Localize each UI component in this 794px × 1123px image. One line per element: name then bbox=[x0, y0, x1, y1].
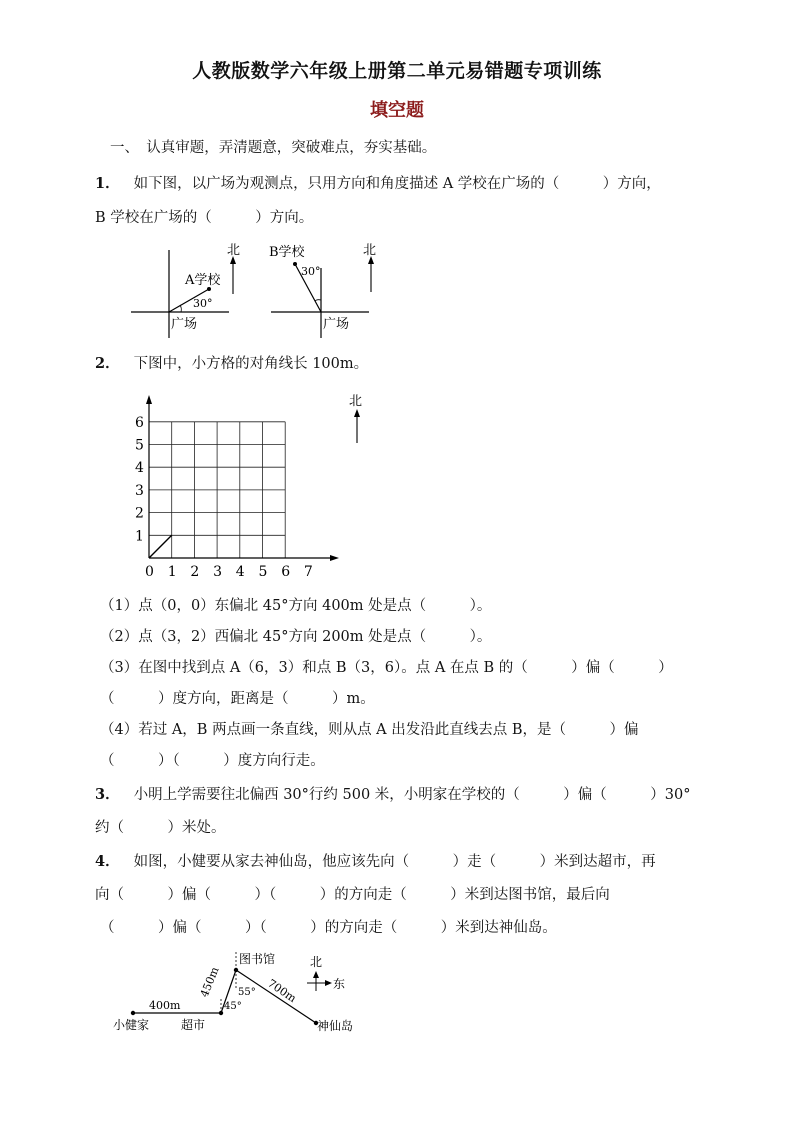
library-point bbox=[234, 968, 238, 972]
north-arrow-icon bbox=[354, 409, 360, 417]
east-arrow-icon bbox=[325, 980, 332, 986]
question-4-line-1 bbox=[95, 852, 656, 872]
y-tick-labels bbox=[135, 415, 144, 545]
y-tick-label: 1 bbox=[135, 528, 144, 545]
question-3-line-1 bbox=[95, 785, 691, 805]
distance-700-label: 700m bbox=[265, 976, 299, 1006]
x-tick-label: 3 bbox=[213, 564, 223, 580]
question-4-route-map bbox=[105, 948, 375, 1038]
question-2-sub-3a: （3）在图中找到点 A（6，3）和点 B（3，6）。点 A 在点 B 的（ ）偏（ ） bbox=[100, 660, 673, 676]
question-4-line-2: 向（ ）偏（ ）（ ）的方向走（ ）米到达图书馆，最后向 bbox=[95, 887, 610, 903]
question-2-text: 下图中，小方格的对角线长 100m。 bbox=[133, 356, 369, 372]
question-3-number: 3． bbox=[95, 786, 120, 803]
question-2-grid-chart bbox=[125, 385, 385, 585]
question-1-number: 1． bbox=[95, 175, 120, 192]
figure-b-angle-arc bbox=[315, 300, 321, 301]
x-tick-label: 1 bbox=[167, 564, 177, 580]
x-tick-label: 7 bbox=[303, 564, 313, 580]
distance-450-label: 450m bbox=[197, 965, 222, 1000]
library-label: 图书馆 bbox=[239, 952, 276, 966]
y-axis-arrow-icon bbox=[146, 395, 152, 404]
question-1-line-2: B 学校在广场的（ ）方向。 bbox=[95, 210, 314, 226]
diagonal-line bbox=[149, 535, 172, 558]
north-arrow-icon bbox=[313, 971, 319, 978]
question-2-line bbox=[95, 354, 368, 374]
question-2-sub-4b: （ ）（ ）度方向行走。 bbox=[100, 753, 325, 769]
grid-north-label: 北 bbox=[349, 394, 363, 409]
y-tick-label: 4 bbox=[135, 460, 144, 477]
question-4-line-3: （ ）偏（ ）（ ）的方向走（ ）米到达神仙岛。 bbox=[100, 920, 557, 936]
question-2-sub-1: （1）点（0，0）东偏北 45°方向 400m 处是点（ ）。 bbox=[100, 598, 492, 614]
question-1-line-1 bbox=[95, 174, 661, 194]
angle-55-label: 55° bbox=[238, 987, 256, 998]
figure-b-angle-label: 30° bbox=[301, 265, 321, 278]
figure-a bbox=[131, 243, 240, 338]
y-tick-label: 3 bbox=[135, 482, 144, 499]
question-2-sub-4a: （4）若过 A，B 两点画一条直线，则从点 A 出发沿此直线去点 B，是（ ）偏 bbox=[100, 722, 639, 738]
figure-a-school-label: A学校 bbox=[185, 273, 221, 288]
question-4-text: 如图，小健要从家去神仙岛，他应该先向（ ）走（ ）米到达超市，再 bbox=[133, 854, 656, 870]
figure-a-origin-label: 广场 bbox=[171, 317, 198, 332]
compass-north-label: 北 bbox=[310, 955, 323, 969]
question-2-sub-2: （2）点（3，2）西偏北 45°方向 200m 处是点（ ）。 bbox=[100, 629, 492, 645]
y-tick-label: 2 bbox=[135, 505, 144, 522]
question-3-line-2: 约（ ）米处。 bbox=[95, 820, 226, 836]
figure-a-angle-arc bbox=[180, 305, 181, 312]
x-tick-label: 0 bbox=[145, 564, 154, 580]
distance-400-label: 400m bbox=[149, 999, 181, 1012]
question-2-sub-3b: （ ）度方向，距离是（ ）m。 bbox=[100, 691, 375, 707]
market-point bbox=[219, 1011, 223, 1015]
figure-a-north-label: 北 bbox=[227, 243, 241, 258]
island-label: 神仙岛 bbox=[317, 1019, 354, 1033]
y-tick-label: 5 bbox=[135, 437, 144, 454]
home-label: 小健家 bbox=[113, 1018, 150, 1032]
x-axis-arrow-icon bbox=[330, 555, 339, 561]
x-tick-labels bbox=[145, 564, 313, 580]
compass-east-label: 东 bbox=[333, 977, 346, 991]
question-4-number: 4． bbox=[95, 853, 120, 870]
angle-45-label: 45° bbox=[224, 1001, 242, 1012]
y-tick-label: 6 bbox=[135, 414, 144, 431]
question-3-text: 小明上学需要往北偏西 30°行约 500 米，小明家在学校的（ ）偏（ ）30° bbox=[133, 787, 691, 803]
question-1-text: 如下图，以广场为观测点，只用方向和角度描述 A 学校在广场的（ ）方向， bbox=[133, 176, 661, 192]
figure-a-angle-label: 30° bbox=[193, 297, 213, 310]
figure-b-school-label: B学校 bbox=[269, 245, 305, 260]
figure-b-school-point bbox=[293, 262, 297, 266]
question-2-number: 2． bbox=[95, 355, 120, 372]
x-tick-label: 4 bbox=[235, 564, 245, 580]
home-point bbox=[131, 1011, 135, 1015]
x-tick-label: 6 bbox=[281, 564, 291, 580]
page-title: 人教版数学六年级上册第二单元易错题专项训练 bbox=[192, 60, 602, 82]
section-title: 填空题 bbox=[370, 100, 424, 121]
figure-b bbox=[269, 243, 376, 338]
x-tick-label: 2 bbox=[190, 564, 200, 580]
figure-b-north-label: 北 bbox=[363, 243, 377, 258]
x-tick-label: 5 bbox=[258, 564, 268, 580]
question-1-figure bbox=[125, 238, 385, 338]
figure-b-origin-label: 广场 bbox=[323, 317, 350, 332]
section-intro: 一、 认真审题，弄清题意，突破难点，夯实基础。 bbox=[110, 140, 437, 156]
market-label: 超市 bbox=[181, 1018, 206, 1032]
